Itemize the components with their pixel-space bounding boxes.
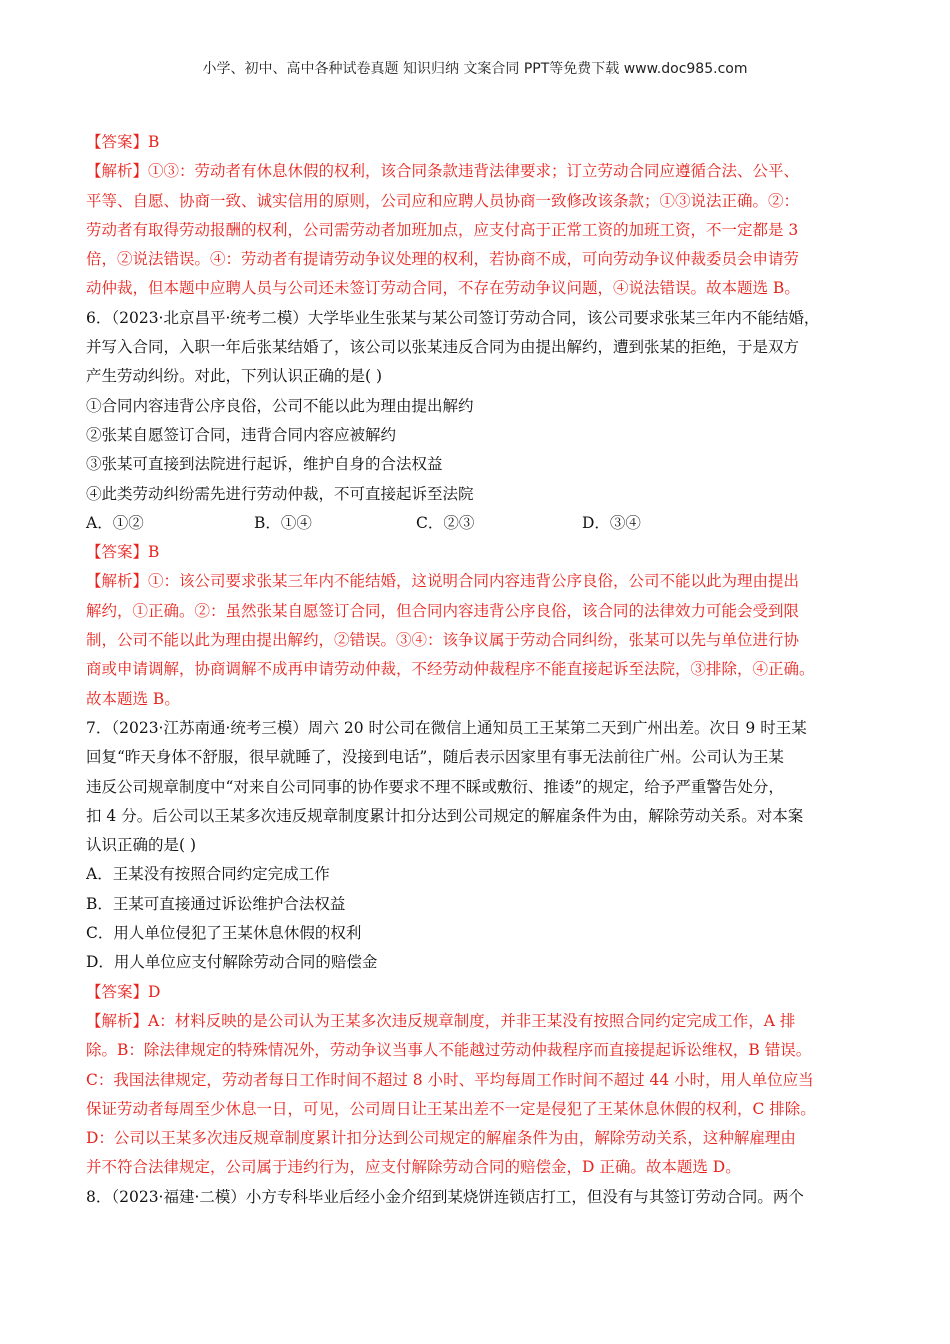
q7-analysis-line: C：我国法律规定，劳动者每日工作时间不超过 8 小时、平均每周工作时间不超过 44 小时，用人单位应当 bbox=[86, 1070, 814, 1089]
q5-analysis-line: 倍，②说法错误。④：劳动者有提请劳动争议处理的权利，若协商不成，可向劳动争议仲裁委员会申请劳 bbox=[86, 250, 800, 269]
q6-analysis-line: 解约，①正确。②：虽然张某自愿签订合同，但合同内容违背公序良俗，该合同的法律效力可能会受到限 bbox=[86, 601, 800, 620]
q6-stem-line: 产生劳动纠纷。对此，下列认识正确的是( ) bbox=[86, 367, 383, 386]
q7-answer: 【答案】D bbox=[86, 982, 161, 1001]
q6-analysis-line: 故本题选 B。 bbox=[86, 689, 180, 708]
q6-analysis-line: 商或申请调解，协商调解不成再申请劳动仲裁，不经劳动仲裁程序不能直接起诉至法院，③排除，④正确。 bbox=[86, 660, 815, 679]
q7-stem-line: 回复“昨天身体不舒服，很早就睡了，没接到电话”，随后表示因家里有事无法前往广州。公司认为王某 bbox=[86, 748, 784, 767]
q6-statement: ④此类劳动纠纷需先进行劳动仲裁，不可直接起诉至法院 bbox=[86, 484, 474, 503]
q5-analysis-line: 动仲裁，但本题中应聘人员与公司还未签订劳动合同，不存在劳动争议问题，④说法错误。故本题选 B。 bbox=[86, 279, 800, 298]
page-header: 小学、初中、高中各种试卷真题 知识归纳 文案合同 PPT等免费下载 www.doc985.com bbox=[202, 61, 748, 77]
q6-option-b: B．①④ bbox=[254, 513, 312, 532]
q7-analysis-line: 保证劳动者每周至少休息一日，可见，公司周日让王某出差不一定是侵犯了王某休息休假的权利，C 排除。 bbox=[86, 1099, 816, 1118]
q6-option-d: D．③④ bbox=[582, 513, 641, 532]
q7-option-b: B．王某可直接通过诉讼维护合法权益 bbox=[86, 894, 346, 913]
q6-statement: ①合同内容违背公序良俗，公司不能以此为理由提出解约 bbox=[86, 396, 474, 415]
q7-option-a: A．王某没有按照合同约定完成工作 bbox=[86, 865, 330, 884]
q7-analysis-line: 【解析】A：材料反映的是公司认为王某多次违反规章制度，并非王某没有按照合同约定完成工作，A 排 bbox=[86, 1011, 796, 1030]
document-body bbox=[86, 128, 866, 1212]
q6-options bbox=[86, 509, 866, 538]
q7-option-d: D．用人单位应支付解除劳动合同的赔偿金 bbox=[86, 953, 378, 972]
q8-stem-line: 8．（2023·福建·二模）小方专科毕业后经小金介绍到某烧饼连锁店打工，但没有与其签订劳动合同。两个 bbox=[86, 1187, 804, 1206]
q5-answer: 【答案】B bbox=[86, 133, 160, 151]
q7-stem-line: 7．（2023·江苏南通·统考三模）周六 20 时公司在微信上通知员工王某第二天到广州出差。次日 9 时王某 bbox=[86, 718, 807, 737]
q7-stem-line: 违反公司规章制度中“对来自公司同事的协作要求不理不睬或敷衍、推诿”的规定，给予严重警告处分， bbox=[86, 777, 784, 796]
q6-option-a: A．①② bbox=[86, 513, 144, 532]
q6-stem-line: 6．（2023·北京昌平·统考二模）大学毕业生张某与某公司签订劳动合同，该公司要求张某三年内不能结婚， bbox=[86, 308, 820, 327]
q6-analysis-line: 【解析】①：该公司要求张某三年内不能结婚，这说明合同内容违背公序良俗，公司不能以此为理由提出 bbox=[86, 572, 800, 591]
q6-answer: 【答案】B bbox=[86, 543, 160, 562]
q7-option-c: C．用人单位侵犯了王某休息休假的权利 bbox=[86, 924, 362, 943]
q6-statement: ③张某可直接到法院进行起诉，维护自身的合法权益 bbox=[86, 455, 443, 474]
q6-option-c: C．②③ bbox=[416, 513, 475, 532]
q6-stem-line: 并写入合同，入职一年后张某结婚了，该公司以张某违反合同为由提出解约，遭到张某的拒绝，于是双方 bbox=[86, 338, 800, 357]
q6-analysis-line: 制，公司不能以此为理由提出解约，②错误。③④：该争议属于劳动合同纠纷，张某可以先与单位进行协 bbox=[86, 631, 800, 650]
q7-stem-line: 认识正确的是( ) bbox=[86, 836, 197, 855]
q6-statement: ②张某自愿签订合同，违背合同内容应被解约 bbox=[86, 425, 397, 444]
q5-analysis-line: 劳动者有取得劳动报酬的权利，公司需劳动者加班加点，应支付高于正常工资的加班工资，不一定都是 3 bbox=[86, 220, 799, 239]
q5-analysis-line: 【解析】①③：劳动者有休息休假的权利，该合同条款违背法律要求；订立劳动合同应遵循合法、公平、 bbox=[86, 162, 800, 181]
q7-stem-line: 扣 4 分。后公司以王某多次违反规章制度累计扣分达到公司规定的解雇条件为由，解除劳动关系。对本案 bbox=[86, 806, 804, 825]
q5-analysis-line: 平等、自愿、协商一致、诚实信用的原则，公司应和应聘人员协商一致修改该条款；①③说法正确。②： bbox=[86, 191, 800, 210]
q7-analysis-line: 并不符合法律规定，公司属于违约行为，应支付解除劳动合同的赔偿金，D 正确。故本题选 D。 bbox=[86, 1158, 741, 1177]
q7-analysis-line: 除。B：除法律规定的特殊情况外，劳动争议当事人不能越过劳动仲裁程序而直接提起诉讼维权，B 错误。 bbox=[86, 1041, 812, 1060]
q7-analysis-line: D：公司以王某多次违反规章制度累计扣分达到公司规定的解雇条件为由，解除劳动关系，这种解雇理由 bbox=[86, 1129, 796, 1148]
